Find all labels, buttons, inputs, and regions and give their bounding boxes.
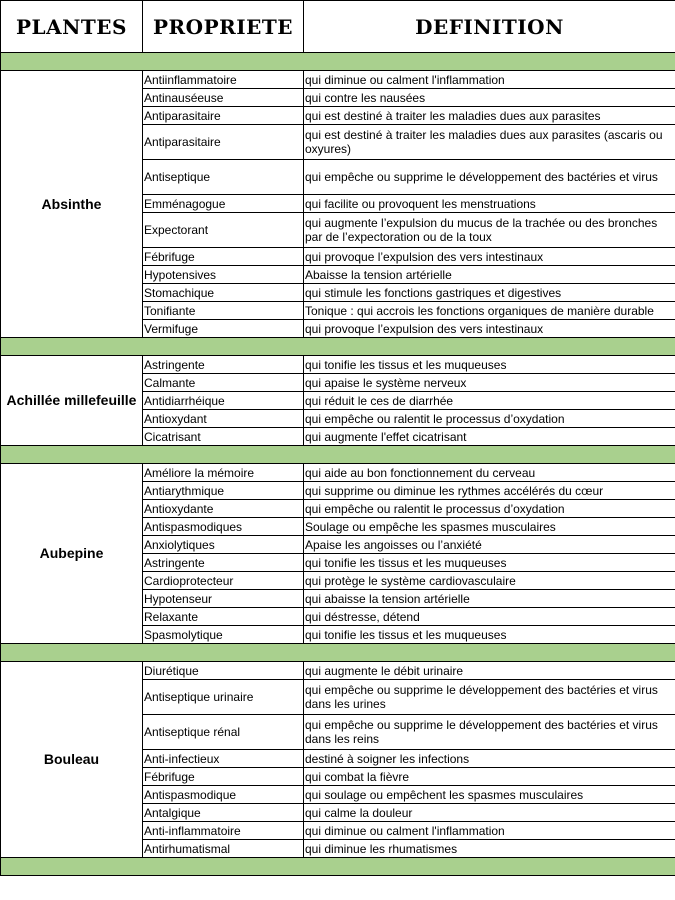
header-plantes: PLANTES	[1, 1, 143, 53]
definition-cell: qui soulage ou empêchent les spasmes musculaires	[304, 786, 675, 804]
group-separator	[1, 644, 675, 662]
property-cell: Fébrifuge	[143, 248, 304, 266]
definition-cell: qui empêche ou supprime le développement des bactéries et virus	[304, 160, 675, 195]
plant-name: Achillée millefeuille	[1, 356, 143, 446]
property-cell: Antiseptique rénal	[143, 715, 304, 750]
property-cell: Anxiolytiques	[143, 536, 304, 554]
definition-cell: qui augmente l'effet cicatrisant	[304, 428, 675, 446]
definition-cell: qui diminue les rhumatismes	[304, 840, 675, 858]
definition-cell: qui augmente l’expulsion du mucus de la trachée ou des bronches par de l’expectoration ou de la toux	[304, 213, 675, 248]
definition-cell: Abaisse la tension artérielle	[304, 266, 675, 284]
definition-cell: qui combat la fièvre	[304, 768, 675, 786]
property-cell: Antiarythmique	[143, 482, 304, 500]
table-row	[1, 662, 675, 680]
definition-cell: qui diminue ou calment l'inflammation	[304, 822, 675, 840]
definition-cell: qui empêche ou supprime le développement des bactéries et virus dans les urines	[304, 680, 675, 715]
definition-cell: qui provoque l’expulsion des vers intestinaux	[304, 320, 675, 338]
property-cell: Antiparasitaire	[143, 107, 304, 125]
definition-cell: Soulage ou empêche les spasmes musculaires	[304, 518, 675, 536]
property-cell: Antiseptique	[143, 160, 304, 195]
property-cell: Vermifuge	[143, 320, 304, 338]
property-cell: Expectorant	[143, 213, 304, 248]
property-cell: Relaxante	[143, 608, 304, 626]
plant-name: Aubepine	[1, 464, 143, 644]
table-body	[1, 53, 675, 876]
table-row	[1, 356, 675, 374]
property-cell: Antirhumatismal	[143, 840, 304, 858]
plant-name: Absinthe	[1, 71, 143, 338]
definition-cell: qui réduit le ces de diarrhée	[304, 392, 675, 410]
definition-cell: qui diminue ou calment l'inflammation	[304, 71, 675, 89]
separator-cell	[1, 644, 675, 662]
definition-cell: qui tonifie les tissus et les muqueuses	[304, 554, 675, 572]
property-cell: Antalgique	[143, 804, 304, 822]
definition-cell: qui empêche ou ralentit le processus d’oxydation	[304, 500, 675, 518]
separator-cell	[1, 53, 675, 71]
definition-cell: qui tonifie les tissus et les muqueuses	[304, 626, 675, 644]
definition-cell: qui provoque l’expulsion des vers intestinaux	[304, 248, 675, 266]
definition-cell: qui contre les nausées	[304, 89, 675, 107]
definition-cell: qui est destiné à traiter les maladies dues aux parasites (ascaris ou oxyures)	[304, 125, 675, 160]
definition-cell: qui empêche ou ralentit le processus d’oxydation	[304, 410, 675, 428]
table-row	[1, 71, 675, 89]
definition-cell: qui apaise le système nerveux	[304, 374, 675, 392]
property-cell: Antidiarrhéique	[143, 392, 304, 410]
definition-cell: qui déstresse, détend	[304, 608, 675, 626]
separator-cell	[1, 338, 675, 356]
property-cell: Antinauséeuse	[143, 89, 304, 107]
definition-cell: qui est destiné à traiter les maladies dues aux parasites	[304, 107, 675, 125]
definition-cell: Apaise les angoisses ou l’anxiété	[304, 536, 675, 554]
table-row	[1, 464, 675, 482]
property-cell: Calmante	[143, 374, 304, 392]
group-separator	[1, 858, 675, 876]
definition-cell: destiné à soigner les infections	[304, 750, 675, 768]
header-row	[1, 1, 675, 53]
definition-cell: Tonique : qui accrois les fonctions organiques de manière durable	[304, 302, 675, 320]
property-cell: Antispasmodiques	[143, 518, 304, 536]
definition-cell: qui aide au bon fonctionnement du cerveau	[304, 464, 675, 482]
property-cell: Hypotensives	[143, 266, 304, 284]
property-cell: Fébrifuge	[143, 768, 304, 786]
definition-cell: qui tonifie les tissus et les muqueuses	[304, 356, 675, 374]
property-cell: Tonifiante	[143, 302, 304, 320]
definition-cell: qui abaisse la tension artérielle	[304, 590, 675, 608]
property-cell: Antioxydante	[143, 500, 304, 518]
property-cell: Stomachique	[143, 284, 304, 302]
property-cell: Antispasmodique	[143, 786, 304, 804]
definition-cell: qui calme la douleur	[304, 804, 675, 822]
property-cell: Anti-infectieux	[143, 750, 304, 768]
plant-name: Bouleau	[1, 662, 143, 858]
property-cell: Emménagogue	[143, 195, 304, 213]
group-separator	[1, 446, 675, 464]
property-cell: Astringente	[143, 554, 304, 572]
property-cell: Astringente	[143, 356, 304, 374]
property-cell: Antiparasitaire	[143, 125, 304, 160]
property-cell: Diurétique	[143, 662, 304, 680]
property-cell: Spasmolytique	[143, 626, 304, 644]
property-cell: Antiseptique urinaire	[143, 680, 304, 715]
property-cell: Antiinflammatoire	[143, 71, 304, 89]
definition-cell: qui empêche ou supprime le développement des bactéries et virus dans les reins	[304, 715, 675, 750]
group-separator	[1, 338, 675, 356]
definition-cell: qui facilite ou provoquent les menstruations	[304, 195, 675, 213]
definition-cell: qui stimule les fonctions gastriques et digestives	[304, 284, 675, 302]
property-cell: Améliore la mémoire	[143, 464, 304, 482]
property-cell: Anti-inflammatoire	[143, 822, 304, 840]
separator-cell	[1, 858, 675, 876]
header-definition: DEFINITION	[304, 1, 675, 53]
definition-cell: qui supprime ou diminue les rythmes accélérés du cœur	[304, 482, 675, 500]
group-separator	[1, 53, 675, 71]
definition-cell: qui augmente le débit urinaire	[304, 662, 675, 680]
property-cell: Hypotenseur	[143, 590, 304, 608]
property-cell: Cardioprotecteur	[143, 572, 304, 590]
property-cell: Cicatrisant	[143, 428, 304, 446]
separator-cell	[1, 446, 675, 464]
header-propriete: PROPRIETE	[143, 1, 304, 53]
definition-cell: qui protège le système cardiovasculaire	[304, 572, 675, 590]
property-cell: Antioxydant	[143, 410, 304, 428]
